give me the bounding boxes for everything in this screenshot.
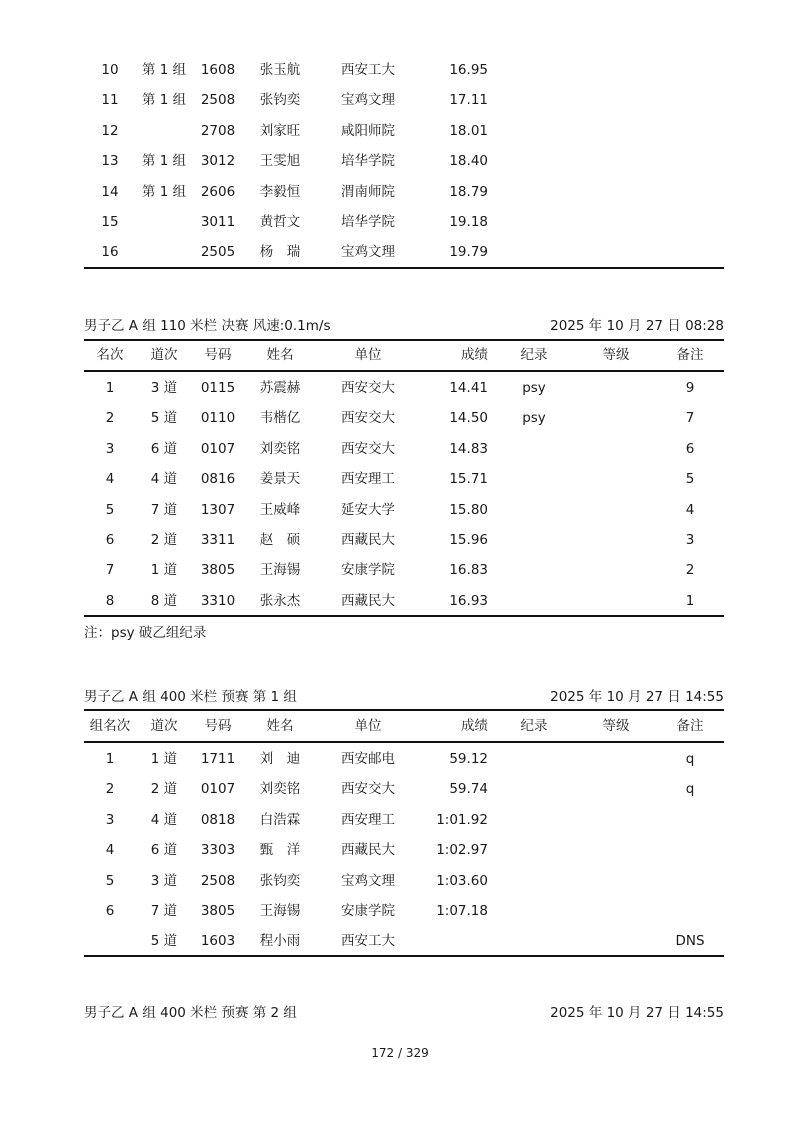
table-cell: 1: [105, 380, 115, 396]
column-header: 备注: [676, 718, 704, 734]
table-cell: psy: [522, 380, 546, 396]
table-cell: DNS: [675, 933, 705, 950]
table-cell: 15.80: [449, 501, 488, 518]
column-header: 道次: [150, 347, 178, 363]
table-cell: 15.71: [449, 471, 488, 488]
column-header: 成绩: [461, 347, 488, 363]
table-cell: 苏震赫: [259, 380, 301, 396]
table-cell: 16.93: [449, 592, 488, 609]
table-cell: 西安工大: [341, 933, 395, 950]
table-cell: 3805: [200, 562, 236, 579]
table-cell: 甄 洋: [259, 842, 301, 859]
column-header: 单位: [354, 347, 382, 363]
header-bottom-rule: [84, 741, 724, 743]
table-cell: 张钧奕: [259, 872, 301, 889]
table-cell: 3310: [200, 592, 236, 609]
column-header: 成绩: [461, 718, 488, 734]
table-cell: 10: [101, 62, 119, 78]
table-cell: 15.96: [449, 532, 488, 548]
table-cell: 3012: [200, 153, 236, 170]
table-row: [84, 177, 724, 207]
table-cell: 2: [685, 562, 695, 579]
table-cell: 赵 硕: [259, 532, 301, 548]
table-cell: 16.95: [449, 62, 488, 78]
column-header: 纪录: [520, 347, 548, 363]
table-cell: 程小雨: [259, 933, 301, 950]
table-cell: 4: [105, 842, 115, 859]
table-row: [84, 116, 724, 146]
table-cell: 2505: [200, 244, 236, 261]
table-cell: 14.50: [449, 410, 488, 427]
table-cell: 5 道: [150, 410, 178, 427]
table-row: [84, 805, 724, 835]
table-cell: 0107: [200, 440, 236, 457]
table-cell: q: [685, 781, 695, 798]
column-header: 备注: [676, 347, 704, 363]
table-cell: 15: [101, 214, 119, 230]
table-row: [84, 896, 724, 926]
table-cell: 5: [685, 471, 695, 488]
column-header: 姓名: [266, 347, 294, 363]
table-cell: 西藏民大: [341, 592, 395, 609]
table-cell: 张钧奕: [259, 92, 301, 109]
table-row: [84, 586, 724, 616]
table-cell: 6: [105, 903, 115, 919]
column-header: 号码: [204, 347, 232, 363]
table-row: [84, 237, 724, 267]
table-cell: 张玉航: [259, 62, 301, 78]
table-cell: 14.83: [449, 440, 488, 457]
column-header: 等级: [602, 347, 630, 363]
table-cell: 培华学院: [341, 214, 395, 230]
table-cell: 2 道: [150, 781, 178, 798]
table-cell: 安康学院: [341, 562, 395, 579]
table-cell: 6: [685, 440, 695, 457]
table-cell: 延安大学: [341, 501, 395, 518]
table-cell: 安康学院: [341, 903, 395, 919]
table-cell: 西安交大: [341, 380, 395, 396]
table-cell: 第 1 组: [141, 62, 187, 78]
table-cell: 渭南师院: [341, 183, 395, 200]
table-cell: 19.79: [449, 244, 488, 261]
table-cell: 16.83: [449, 562, 488, 579]
column-header: 等级: [602, 718, 630, 734]
table-cell: 刘 迪: [259, 751, 301, 767]
table-cell: 西安理工: [341, 811, 395, 828]
column-header: 单位: [354, 718, 382, 734]
table-row: [84, 434, 724, 464]
table-cell: 7 道: [150, 501, 178, 518]
table-cell: 西安交大: [341, 410, 395, 427]
table-cell: 13: [101, 153, 119, 170]
table-cell: 5: [105, 872, 115, 889]
table-row: [84, 403, 724, 433]
table-cell: 2: [105, 410, 115, 427]
table-header-row: [84, 711, 724, 741]
table-cell: 6 道: [150, 842, 178, 859]
table-header-row: [84, 340, 724, 370]
table-row: [84, 926, 724, 956]
table-cell: 1 道: [150, 562, 178, 579]
table-row: [84, 774, 724, 804]
table-row: [84, 85, 724, 115]
table-cell: 培华学院: [341, 153, 395, 170]
table-cell: 杨 瑞: [259, 244, 301, 261]
table-cell: 3 道: [150, 872, 178, 889]
header-bottom-rule: [84, 370, 724, 372]
table-cell: 1711: [200, 751, 236, 767]
table-cell: 1: [685, 592, 695, 609]
table-cell: 3: [685, 532, 695, 548]
table-row: [84, 555, 724, 585]
table-cell: 18.01: [449, 122, 488, 139]
table-cell: 19.18: [449, 214, 488, 230]
table-cell: 5 道: [150, 933, 178, 950]
table-cell: 1603: [200, 933, 236, 950]
table-row: [84, 464, 724, 494]
table-cell: 1: [105, 751, 115, 767]
column-header: 组名次: [89, 718, 131, 734]
table-cell: 2 道: [150, 532, 178, 548]
column-header: 姓名: [266, 718, 294, 734]
table-cell: 王威峰: [259, 501, 301, 518]
event-title-110m: 男子乙 A 组 110 米栏 决赛 风速:0.1m/s: [84, 318, 331, 334]
table-cell: 4: [105, 471, 115, 488]
table-cell: 宝鸡文理: [341, 872, 395, 889]
table-cell: 3011: [200, 214, 236, 230]
table-cell: 0816: [200, 471, 236, 488]
table-cell: 2606: [200, 183, 236, 200]
table-cell: 8: [105, 592, 115, 609]
table-cell: 6 道: [150, 440, 178, 457]
table-cell: 7: [685, 410, 695, 427]
column-header: 纪录: [520, 718, 548, 734]
table-cell: 李毅恒: [259, 183, 301, 200]
table-cell: 西安理工: [341, 471, 395, 488]
table-cell: 7: [105, 562, 115, 579]
table-cell: 3311: [200, 532, 236, 548]
table-cell: 1:01.92: [436, 811, 488, 828]
table-row: [84, 866, 724, 896]
table-cell: 0818: [200, 811, 236, 828]
table-row: [84, 525, 724, 555]
table-row: [84, 744, 724, 774]
table-cell: 黄哲文: [259, 214, 301, 230]
table-cell: q: [685, 751, 695, 767]
table-cell: 张永杰: [259, 592, 301, 609]
table-cell: 11: [101, 92, 119, 109]
table-cell: 1307: [200, 501, 236, 518]
table-cell: 59.12: [449, 751, 488, 767]
table-cell: 姜景天: [259, 471, 301, 488]
table-cell: 4 道: [150, 811, 178, 828]
column-header: 号码: [204, 718, 232, 734]
table-cell: 王海锡: [259, 903, 301, 919]
table-cell: 西藏民大: [341, 532, 395, 548]
table-cell: 3303: [200, 842, 236, 859]
table-cell: 16: [101, 244, 119, 261]
table-cell: 9: [685, 380, 695, 396]
table-cell: 2: [105, 781, 115, 798]
table-cell: 刘奕铭: [259, 440, 301, 457]
table-row: [84, 207, 724, 237]
table-cell: 1 道: [150, 751, 178, 767]
table-cell: 王雯旭: [259, 153, 301, 170]
table-cell: 4 道: [150, 471, 178, 488]
table-cell: 12: [101, 122, 119, 139]
table-cell: 王海锡: [259, 562, 301, 579]
table-cell: 第 1 组: [141, 183, 187, 200]
table-cell: 17.11: [449, 92, 488, 109]
table-cell: 18.40: [449, 153, 488, 170]
table-cell: 1608: [200, 62, 236, 78]
table-cell: 14.41: [449, 380, 488, 396]
event-datetime-400m-heat1: 2025 年 10 月 27 日 14:55: [550, 689, 724, 705]
table-cell: 2508: [200, 92, 236, 109]
table-cell: 2508: [200, 872, 236, 889]
table-cell: 3805: [200, 903, 236, 919]
table-cell: 第 1 组: [141, 153, 187, 170]
table-cell: 西安交大: [341, 781, 395, 798]
table-cell: 0115: [200, 380, 236, 396]
table-row: [84, 146, 724, 176]
event-title-400m-heat1: 男子乙 A 组 400 米栏 预赛 第 1 组: [84, 689, 297, 705]
table-cell: 咸阳师院: [341, 122, 395, 139]
table-row: [84, 55, 724, 85]
table-cell: 宝鸡文理: [341, 92, 395, 109]
record-note: 注：psy 破乙组纪录: [84, 625, 207, 641]
event-datetime-110m: 2025 年 10 月 27 日 08:28: [550, 318, 724, 334]
event-datetime-400m-heat2: 2025 年 10 月 27 日 14:55: [550, 1005, 724, 1021]
table-cell: 5: [105, 501, 115, 518]
table-cell: 18.79: [449, 183, 488, 200]
table-row: [84, 495, 724, 525]
table-cell: 3 道: [150, 380, 178, 396]
table-cell: 1:02.97: [436, 842, 488, 859]
table-cell: 韦楷亿: [259, 410, 301, 427]
table-cell: 0107: [200, 781, 236, 798]
table-cell: 59.74: [449, 781, 488, 798]
table-cell: 2708: [200, 122, 236, 139]
table-cell: 西安交大: [341, 440, 395, 457]
table-cell: 3: [105, 440, 115, 457]
table-cell: 刘奕铭: [259, 781, 301, 798]
page-number: 172 / 329: [371, 1046, 429, 1060]
table-cell: 4: [685, 501, 695, 518]
table-cell: 白浩霖: [259, 811, 301, 828]
table-row: [84, 835, 724, 865]
table-cell: 宝鸡文理: [341, 244, 395, 261]
table-cell: 西安工大: [341, 62, 395, 78]
table-cell: 1:07.18: [436, 903, 488, 919]
table-cell: psy: [522, 410, 546, 427]
column-header: 名次: [96, 347, 124, 363]
event-title-400m-heat2: 男子乙 A 组 400 米栏 预赛 第 2 组: [84, 1005, 297, 1021]
table-cell: 3: [105, 811, 115, 828]
column-header: 道次: [150, 718, 178, 734]
table-cell: 8 道: [150, 592, 178, 609]
table-cell: 14: [101, 183, 119, 200]
table-cell: 0110: [200, 410, 236, 427]
table-cell: 刘家旺: [259, 122, 301, 139]
table-cell: 1:03.60: [436, 872, 488, 889]
table-cell: 西藏民大: [341, 842, 395, 859]
table-cell: 第 1 组: [141, 92, 187, 109]
table-cell: 7 道: [150, 903, 178, 919]
table-cell: 6: [105, 532, 115, 548]
table-row: [84, 373, 724, 403]
table-cell: 西安邮电: [341, 751, 395, 767]
